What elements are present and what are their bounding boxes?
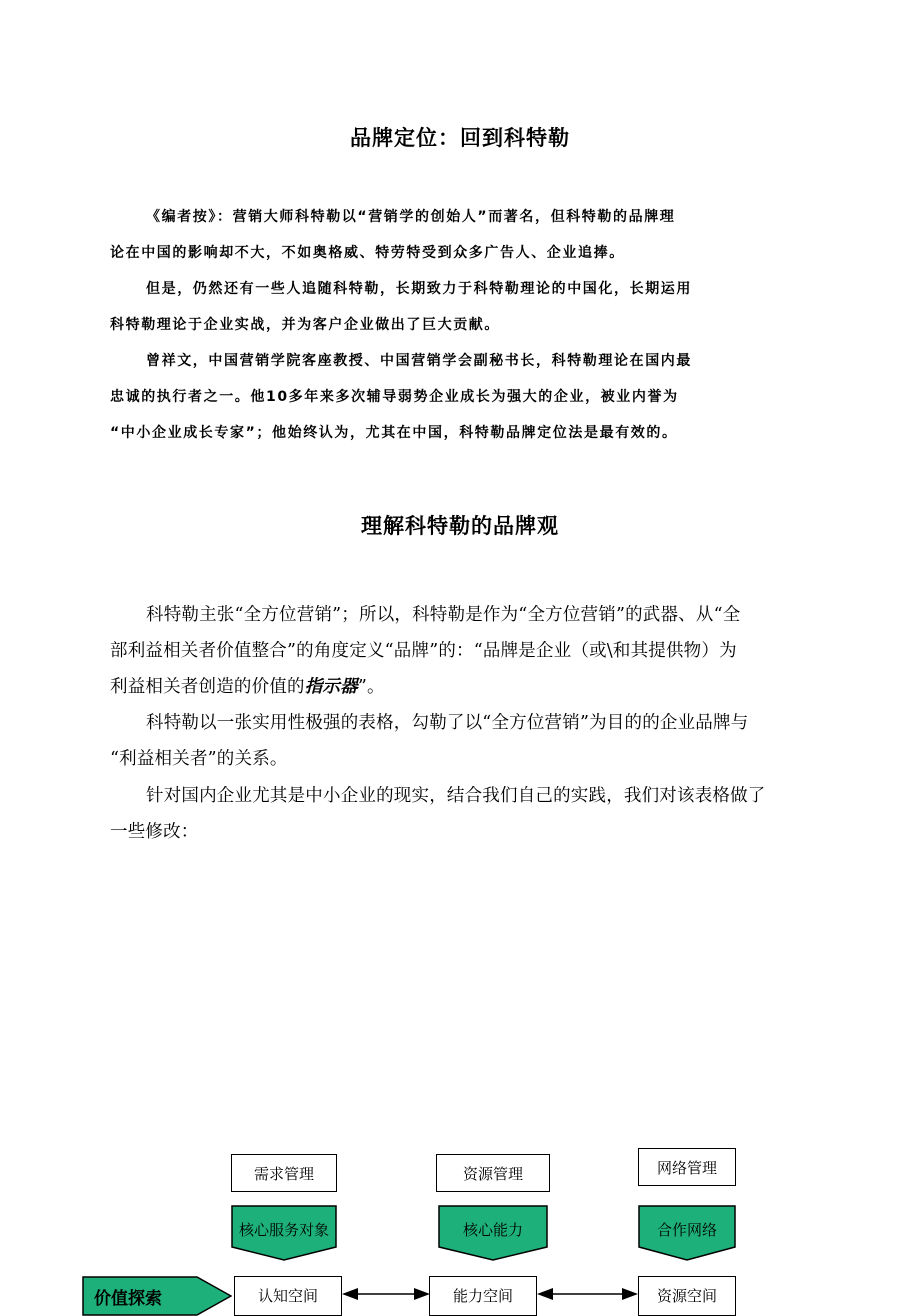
editor-note-line: 论在中国的影响却不大，不如奥格威、特劳特受到众多广告人、企业追捧。 bbox=[110, 245, 625, 261]
shield-label: 核心服务对象 bbox=[238, 1220, 329, 1239]
value-exploration-label bbox=[82, 1276, 232, 1316]
cognitive-space-box: 认知空间 bbox=[234, 1276, 342, 1316]
body-line: 针对国内企业尤其是中小企业的现实，结合我们自己的实践，我们对该表格做了 bbox=[146, 786, 766, 806]
body-line bbox=[110, 673, 385, 698]
double-arrow-icon bbox=[537, 1286, 638, 1302]
section-title: 理解科特勒的品牌观 bbox=[361, 514, 559, 538]
body-line: 部利益相关者价值整合”的角度定义“品牌”的：“品牌是企业（或\和其提供物）为 bbox=[110, 641, 737, 661]
editor-note-line: 《编者按》：营销大师科特勒以“营销学的创始人”而著名，但科特勒的品牌理 bbox=[146, 209, 676, 225]
core-customer-shield bbox=[231, 1205, 337, 1261]
body-line: 科特勒主张“全方位营销”；所以，科特勒是作为“全方位营销”的武器、从“全 bbox=[146, 605, 741, 625]
network-management-box: 网络管理 bbox=[638, 1148, 736, 1186]
partner-network-shield bbox=[638, 1205, 736, 1261]
page-title: 品牌定位：回到科特勒 bbox=[350, 126, 570, 150]
double-arrow-icon bbox=[342, 1286, 430, 1302]
editor-note-line: 曾祥文，中国营销学院客座教授、中国营销学会副秘书长，科特勒理论在国内最 bbox=[146, 353, 692, 369]
resource-management-box: 资源管理 bbox=[436, 1154, 550, 1192]
shield-label: 合作网络 bbox=[656, 1220, 717, 1239]
editor-note-line: 但是，仍然还有一些人追随科特勒，长期致力于科特勒理论的中国化，长期运用 bbox=[146, 281, 692, 297]
demand-management-box: 需求管理 bbox=[231, 1154, 337, 1192]
row-label: 价值探索 bbox=[94, 1289, 162, 1309]
editor-note-line: 科特勒理论于企业实战，并为客户企业做出了巨大贡献。 bbox=[110, 317, 500, 333]
editor-note-line: 忠诚的执行者之一。他10多年来多次辅导弱势企业成长为强大的企业，被业内誉为 bbox=[110, 389, 679, 405]
editor-note-line: “中小企业成长专家”；他始终认为，尤其在中国，科特勒品牌定位法是最有效的。 bbox=[110, 425, 678, 441]
body-line: 一些修改： bbox=[110, 822, 199, 842]
body-line: 科特勒以一张实用性极强的表格，勾勒了以“全方位营销”为目的的企业品牌与 bbox=[146, 713, 749, 733]
emphasis-text: 指示器 bbox=[304, 677, 358, 697]
body-line: “利益相关者”的关系。 bbox=[110, 749, 288, 769]
body-text: 利益相关者创造的价值的 bbox=[110, 677, 305, 697]
resource-space-box: 资源空间 bbox=[638, 1276, 736, 1316]
shield-label: 核心能力 bbox=[462, 1220, 523, 1239]
capability-space-box: 能力空间 bbox=[429, 1276, 537, 1316]
core-competence-shield bbox=[438, 1205, 548, 1261]
body-text: ”。 bbox=[357, 677, 385, 697]
